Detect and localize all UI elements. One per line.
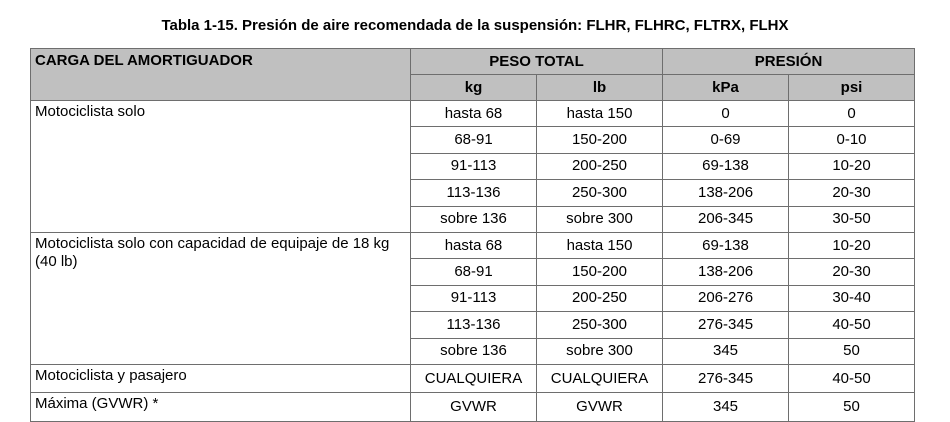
cell-kpa: 0-69 bbox=[663, 127, 789, 153]
cell-lb: GVWR bbox=[537, 393, 663, 421]
table-row bbox=[31, 393, 915, 421]
cell-lb: 250-300 bbox=[537, 180, 663, 206]
cell-psi: 0-10 bbox=[789, 127, 915, 153]
cell-psi: 40-50 bbox=[789, 364, 915, 392]
cell-kg: hasta 68 bbox=[411, 232, 537, 258]
load-label: Motociclista solo con capacidad de equipaje de 18 kg (40 lb) bbox=[31, 232, 411, 364]
suspension-pressure-table bbox=[30, 48, 915, 422]
cell-lb: sobre 300 bbox=[537, 338, 663, 364]
cell-kpa: 69-138 bbox=[663, 232, 789, 258]
cell-kg: sobre 136 bbox=[411, 338, 537, 364]
cell-kpa: 345 bbox=[663, 338, 789, 364]
cell-lb: 250-300 bbox=[537, 312, 663, 338]
cell-kpa: 206-276 bbox=[663, 285, 789, 311]
cell-lb: CUALQUIERA bbox=[537, 364, 663, 392]
cell-kpa: 0 bbox=[663, 101, 789, 127]
header-psi: psi bbox=[789, 75, 915, 101]
cell-lb: hasta 150 bbox=[537, 232, 663, 258]
cell-psi: 10-20 bbox=[789, 232, 915, 258]
header-kpa: kPa bbox=[663, 75, 789, 101]
cell-lb: sobre 300 bbox=[537, 206, 663, 232]
cell-psi: 50 bbox=[789, 338, 915, 364]
cell-lb: 200-250 bbox=[537, 153, 663, 179]
cell-kg: 91-113 bbox=[411, 153, 537, 179]
cell-lb: 150-200 bbox=[537, 127, 663, 153]
cell-psi: 10-20 bbox=[789, 153, 915, 179]
cell-psi: 40-50 bbox=[789, 312, 915, 338]
cell-kpa: 276-345 bbox=[663, 364, 789, 392]
cell-kpa: 138-206 bbox=[663, 180, 789, 206]
cell-kpa: 69-138 bbox=[663, 153, 789, 179]
cell-kpa: 138-206 bbox=[663, 259, 789, 285]
cell-kg: 113-136 bbox=[411, 180, 537, 206]
cell-lb: 150-200 bbox=[537, 259, 663, 285]
header-kg: kg bbox=[411, 75, 537, 101]
cell-kg: 113-136 bbox=[411, 312, 537, 338]
cell-kg: GVWR bbox=[411, 393, 537, 421]
table-row bbox=[31, 364, 915, 392]
header-pressure: PRESIÓN bbox=[663, 49, 915, 75]
cell-kpa: 276-345 bbox=[663, 312, 789, 338]
cell-lb: 200-250 bbox=[537, 285, 663, 311]
cell-kg: 68-91 bbox=[411, 127, 537, 153]
cell-kg: sobre 136 bbox=[411, 206, 537, 232]
table-row bbox=[31, 232, 915, 258]
table-body bbox=[31, 101, 915, 422]
cell-kpa: 206-345 bbox=[663, 206, 789, 232]
load-label: Máxima (GVWR) * bbox=[31, 393, 411, 421]
table-caption: Tabla 1-15. Presión de aire recomendada de la suspensión: FLHR, FLHRC, FLTRX, FLHX bbox=[161, 17, 789, 34]
cell-kpa: 345 bbox=[663, 393, 789, 421]
cell-kg: 91-113 bbox=[411, 285, 537, 311]
load-label: Motociclista y pasajero bbox=[31, 364, 411, 392]
cell-psi: 0 bbox=[789, 101, 915, 127]
cell-kg: CUALQUIERA bbox=[411, 364, 537, 392]
cell-psi: 30-50 bbox=[789, 206, 915, 232]
header-lb: lb bbox=[537, 75, 663, 101]
header-weight: PESO TOTAL bbox=[411, 49, 663, 75]
cell-psi: 30-40 bbox=[789, 285, 915, 311]
header-load: CARGA DEL AMORTIGUADOR bbox=[31, 49, 411, 101]
cell-kg: 68-91 bbox=[411, 259, 537, 285]
cell-psi: 20-30 bbox=[789, 259, 915, 285]
load-label: Motociclista solo bbox=[31, 101, 411, 233]
cell-kg: hasta 68 bbox=[411, 101, 537, 127]
cell-psi: 20-30 bbox=[789, 180, 915, 206]
table-row bbox=[31, 101, 915, 127]
cell-psi: 50 bbox=[789, 393, 915, 421]
cell-lb: hasta 150 bbox=[537, 101, 663, 127]
